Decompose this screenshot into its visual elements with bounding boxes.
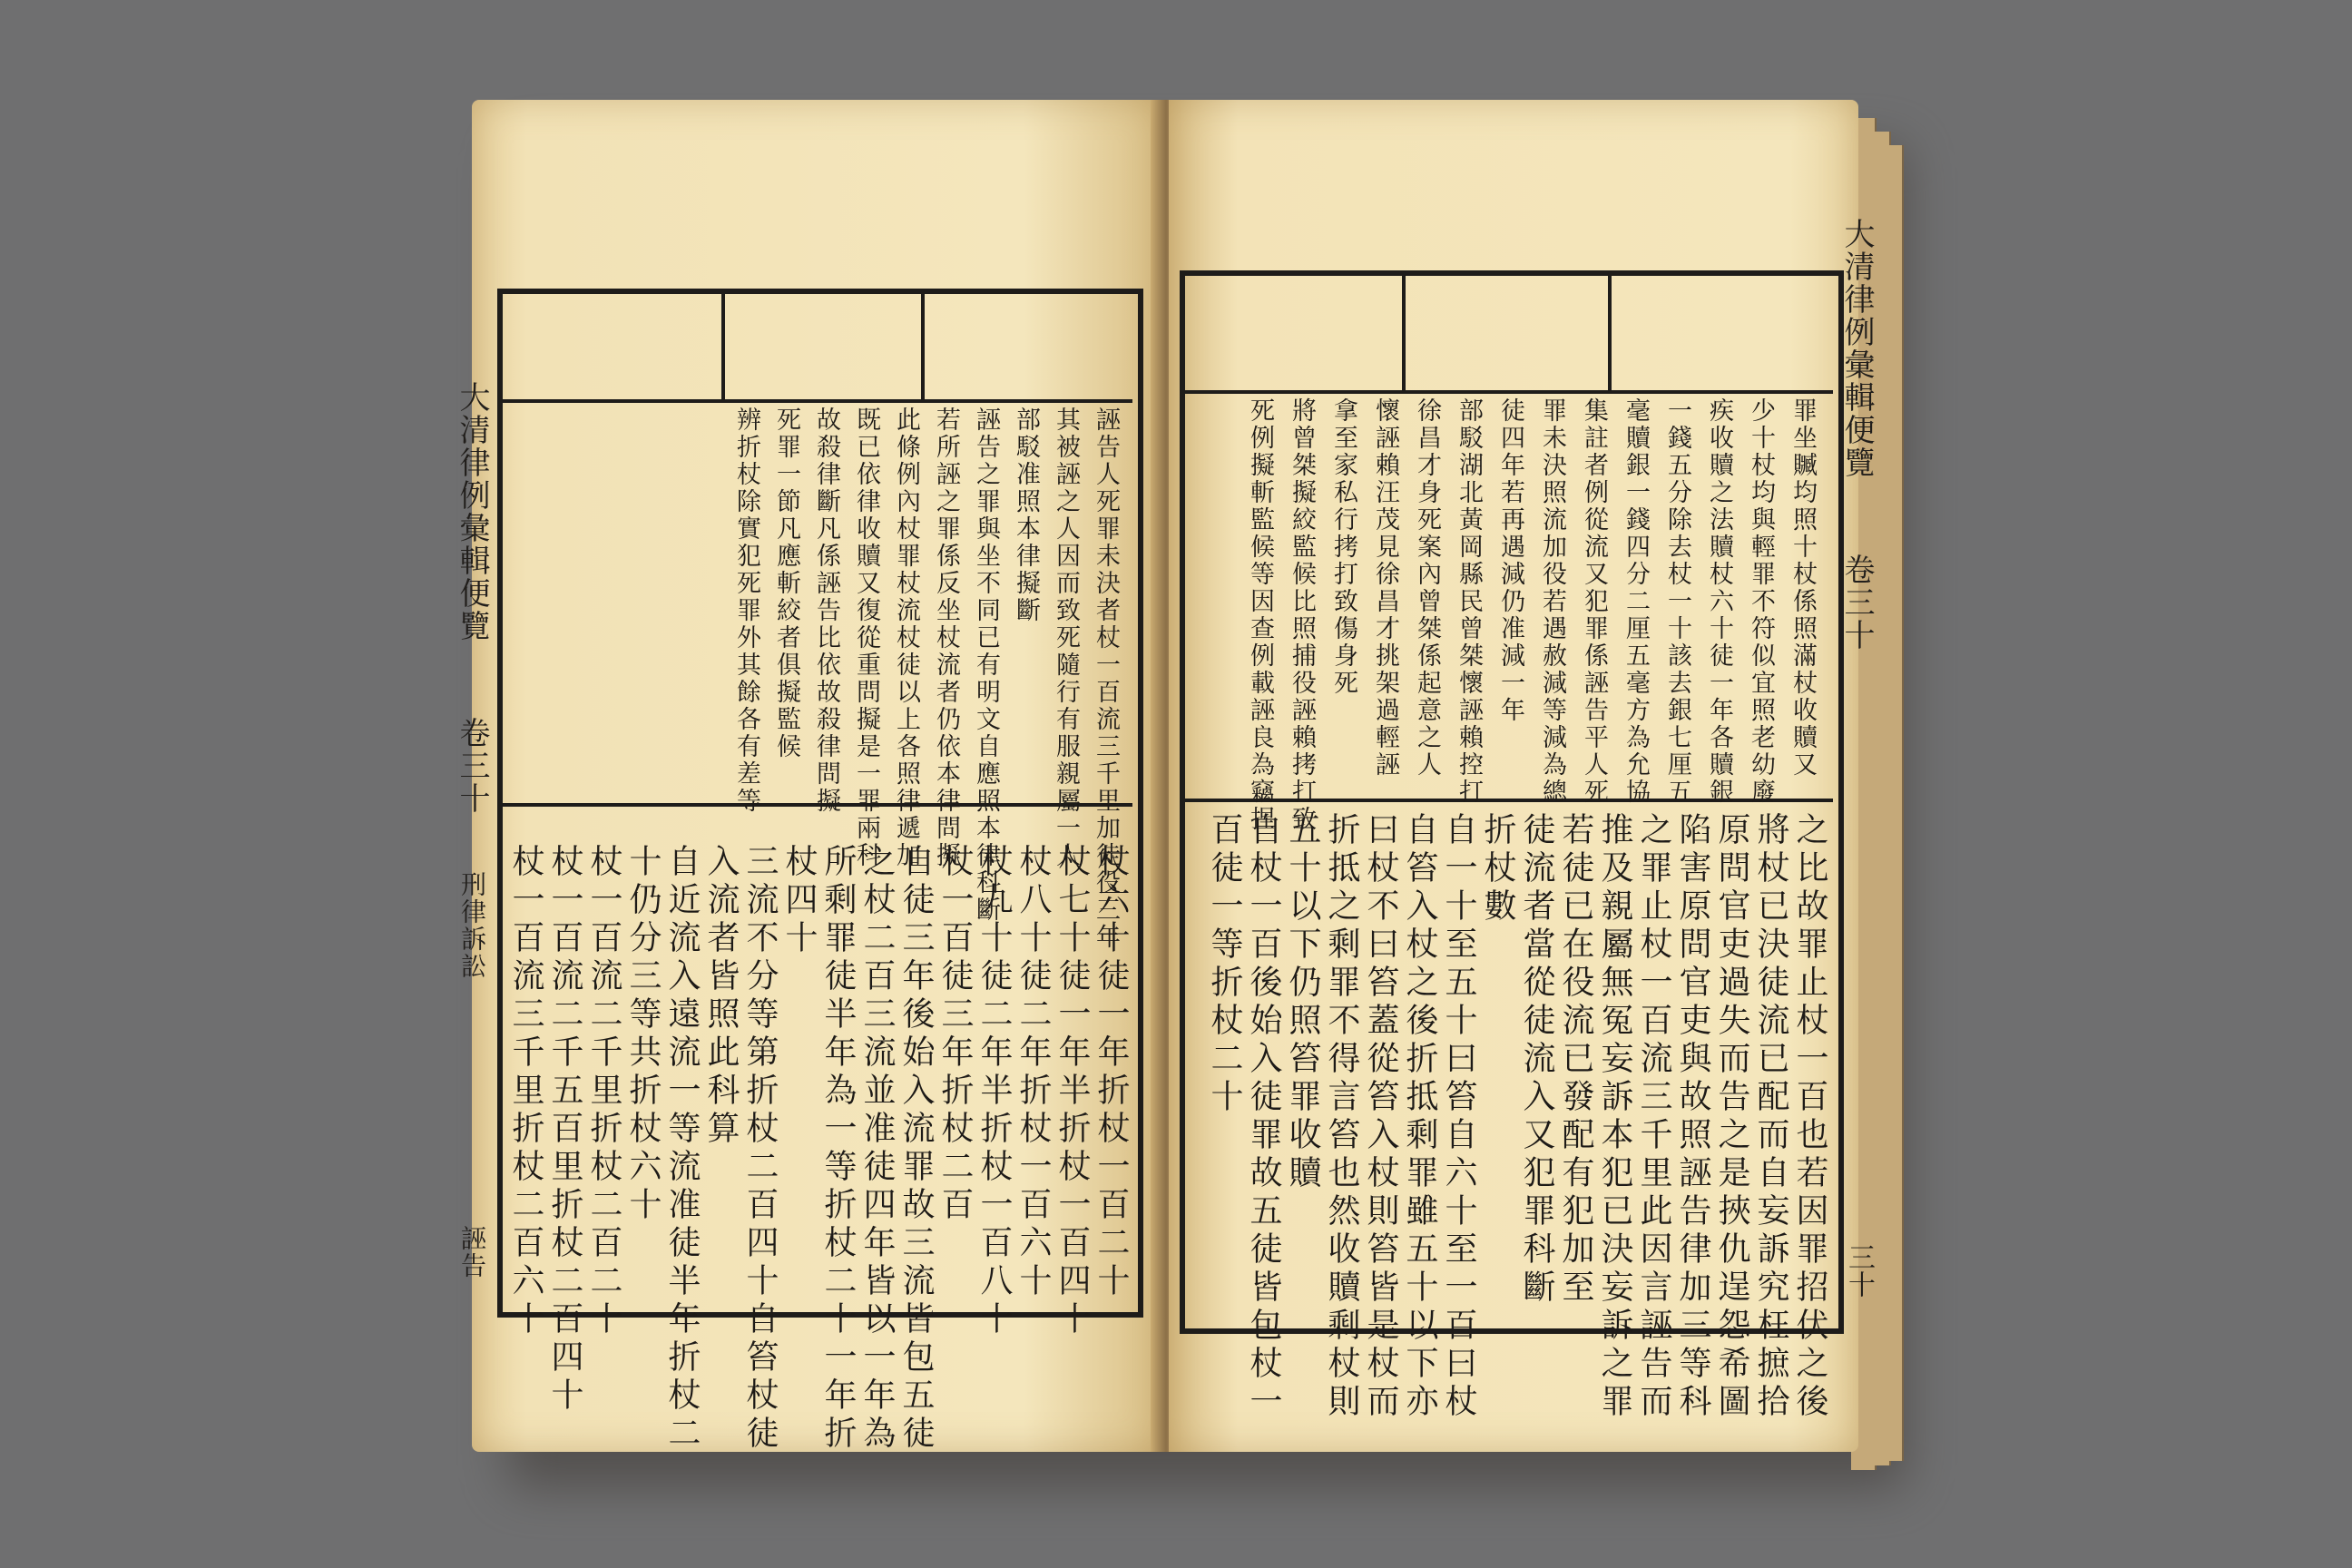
text-column: 之罪止杖一百流三千里此因言誣告而 bbox=[1635, 812, 1672, 1422]
left-margin-chapter: 卷三十 bbox=[454, 717, 490, 815]
text-column: 五十以下仍照笞罪收贖 bbox=[1284, 812, 1321, 1193]
text-column: 毫贖銀一錢四分二厘五毫方為允協 bbox=[1622, 397, 1650, 806]
text-column: 折抵之剩罪不得言笞也然收贖剩杖則 bbox=[1323, 812, 1360, 1422]
text-column: 杖四十 bbox=[780, 844, 818, 958]
text-column: 將杖已決徒流已配而自妄訴究枉摭拾 bbox=[1752, 812, 1789, 1422]
text-column: 將曾桀擬絞監候比照捕役誣賴拷打致 bbox=[1288, 397, 1316, 833]
text-column: 誣告人死罪未決者杖一百流三千里加徒役三年 bbox=[1092, 407, 1120, 951]
left-top-rule bbox=[503, 399, 1132, 403]
text-column: 徐昌才身死案內曾桀係起意之人 bbox=[1413, 397, 1441, 779]
left-footer: 誣告 bbox=[457, 1225, 487, 1279]
text-column: 推及親屬無冤妄訴本犯已決妄訴之罪 bbox=[1596, 812, 1633, 1422]
right-header-divider bbox=[1608, 276, 1612, 390]
text-column: 自一十至五十曰笞自六十至一百曰杖 bbox=[1440, 812, 1477, 1422]
left-header-divider bbox=[921, 294, 925, 399]
text-column: 杖一百流二千里折杖二百二十 bbox=[585, 844, 622, 1339]
right-header-divider bbox=[1402, 276, 1406, 390]
text-column: 陷害原問官吏與故照誣告律加三等科 bbox=[1674, 812, 1711, 1422]
text-column: 徒流者當從徒流入又犯罪科斷 bbox=[1518, 812, 1555, 1308]
text-column: 原問官吏過失而告之是挾仇逞怨希圖 bbox=[1713, 812, 1750, 1422]
text-column: 一錢五分除去杖一十該去銀七厘五 bbox=[1663, 397, 1691, 806]
right-margin-chapter: 卷三十 bbox=[1838, 554, 1875, 652]
text-column: 三流不分等第折杖二百四十自笞杖徒 bbox=[741, 844, 779, 1454]
text-column: 誣告之罪與坐不同已有明文自應照本律科斷 bbox=[972, 407, 1000, 924]
text-column: 故殺律斷凡係誣告比依故殺律問擬 bbox=[812, 407, 840, 815]
text-column: 此條例內杖罪杖流杖徒以上各照律遞加 bbox=[892, 407, 920, 869]
text-column: 自杖一百後始入徒罪故五徒皆包杖一 bbox=[1245, 812, 1282, 1422]
text-column: 百徒一等折杖二十 bbox=[1206, 812, 1243, 1117]
text-column: 自笞入杖之後折抵剩罪雖五十以下亦 bbox=[1401, 812, 1438, 1422]
text-column: 罪坐贓均照十杖係照滿杖收贖又 bbox=[1788, 397, 1817, 779]
text-column: 之比故罪止杖一百也若因罪招伏之後 bbox=[1791, 812, 1828, 1422]
text-column: 杖一百徒三年折杖二百 bbox=[936, 844, 974, 1225]
text-column: 自近流入遠流一等流准徒半年折杖二 bbox=[663, 844, 701, 1454]
text-column: 所剩罪徒半年為一等折杖二十一年折 bbox=[819, 844, 857, 1454]
left-margin-section: 刑律訴訟 bbox=[457, 871, 487, 980]
text-column: 曰杖不曰笞蓋從笞入杖則笞皆是杖而 bbox=[1362, 812, 1399, 1422]
left-header-divider bbox=[721, 294, 725, 399]
text-column: 既已依律收贖又復從重問擬是一罪兩科 bbox=[852, 407, 880, 869]
text-column: 徒四年若再遇減仍准減一年 bbox=[1496, 397, 1524, 724]
left-margin-title: 大清律例彙輯便覽 bbox=[454, 381, 490, 642]
right-margin-title: 大清律例彙輯便覽 bbox=[1838, 218, 1875, 479]
text-column: 杖一百流二千五百里折杖二百四十 bbox=[546, 844, 583, 1416]
text-column: 杖八十徒二年折杖一百六十 bbox=[1014, 844, 1052, 1301]
text-column: 少十杖均與輕罪不符似宜照老幼廢 bbox=[1747, 397, 1775, 806]
text-column: 入流者皆照此科算 bbox=[702, 844, 740, 1149]
text-column: 杖九十徒二年半折杖一百八十 bbox=[975, 844, 1013, 1339]
text-column: 部駁湖北黃岡縣民曾桀懷誣賴控打 bbox=[1455, 397, 1483, 806]
text-column: 若所誣之罪係反坐杖流者仍依本律問擬 bbox=[932, 407, 960, 869]
text-column: 之杖二百三流並准徒四年皆以一年為 bbox=[858, 844, 896, 1454]
text-column: 懷誣賴汪茂見徐昌才挑架過輕誣 bbox=[1371, 397, 1399, 779]
text-column: 死例擬斬監候等因查例載誣良為竊捏 bbox=[1246, 397, 1274, 833]
text-column: 杖一百流三千里折杖二百六十 bbox=[507, 844, 544, 1339]
text-column: 十仍分三等共折杖六十 bbox=[624, 844, 662, 1225]
text-column: 若徒已在役流已發配有犯加至 bbox=[1557, 812, 1594, 1308]
text-column: 自徒三年後始入流罪故三流皆包五徒 bbox=[897, 844, 935, 1454]
text-column: 杖七十徒一年半折杖一百四十 bbox=[1054, 844, 1091, 1339]
text-column: 拿至家私行拷打致傷身死 bbox=[1329, 397, 1357, 697]
text-column: 杖六十徒一年折杖一百二十 bbox=[1093, 844, 1130, 1301]
text-column: 疾收贖之法贖杖六十徒一年各贖銀 bbox=[1705, 397, 1733, 806]
page-edge bbox=[1886, 145, 1904, 1461]
right-top-rule bbox=[1185, 390, 1833, 394]
text-column: 集註者例從流又犯罪係誣告平人死 bbox=[1580, 397, 1608, 806]
text-column: 辨折杖除實犯死罪外其餘各有差等 bbox=[732, 407, 760, 815]
right-page-number: 三十 bbox=[1843, 1243, 1875, 1298]
text-column: 折杖數 bbox=[1479, 812, 1516, 926]
text-column: 部駁准照本律擬斷 bbox=[1012, 407, 1040, 624]
text-column: 死罪一節凡應斬絞者俱擬監候 bbox=[772, 407, 800, 760]
right-mid-rule bbox=[1185, 799, 1833, 802]
text-column: 罪未決照流加役若遇赦減等減為總 bbox=[1538, 397, 1566, 806]
text-column: 其被誣之人因而致死隨行有服親屬一人 bbox=[1052, 407, 1080, 869]
